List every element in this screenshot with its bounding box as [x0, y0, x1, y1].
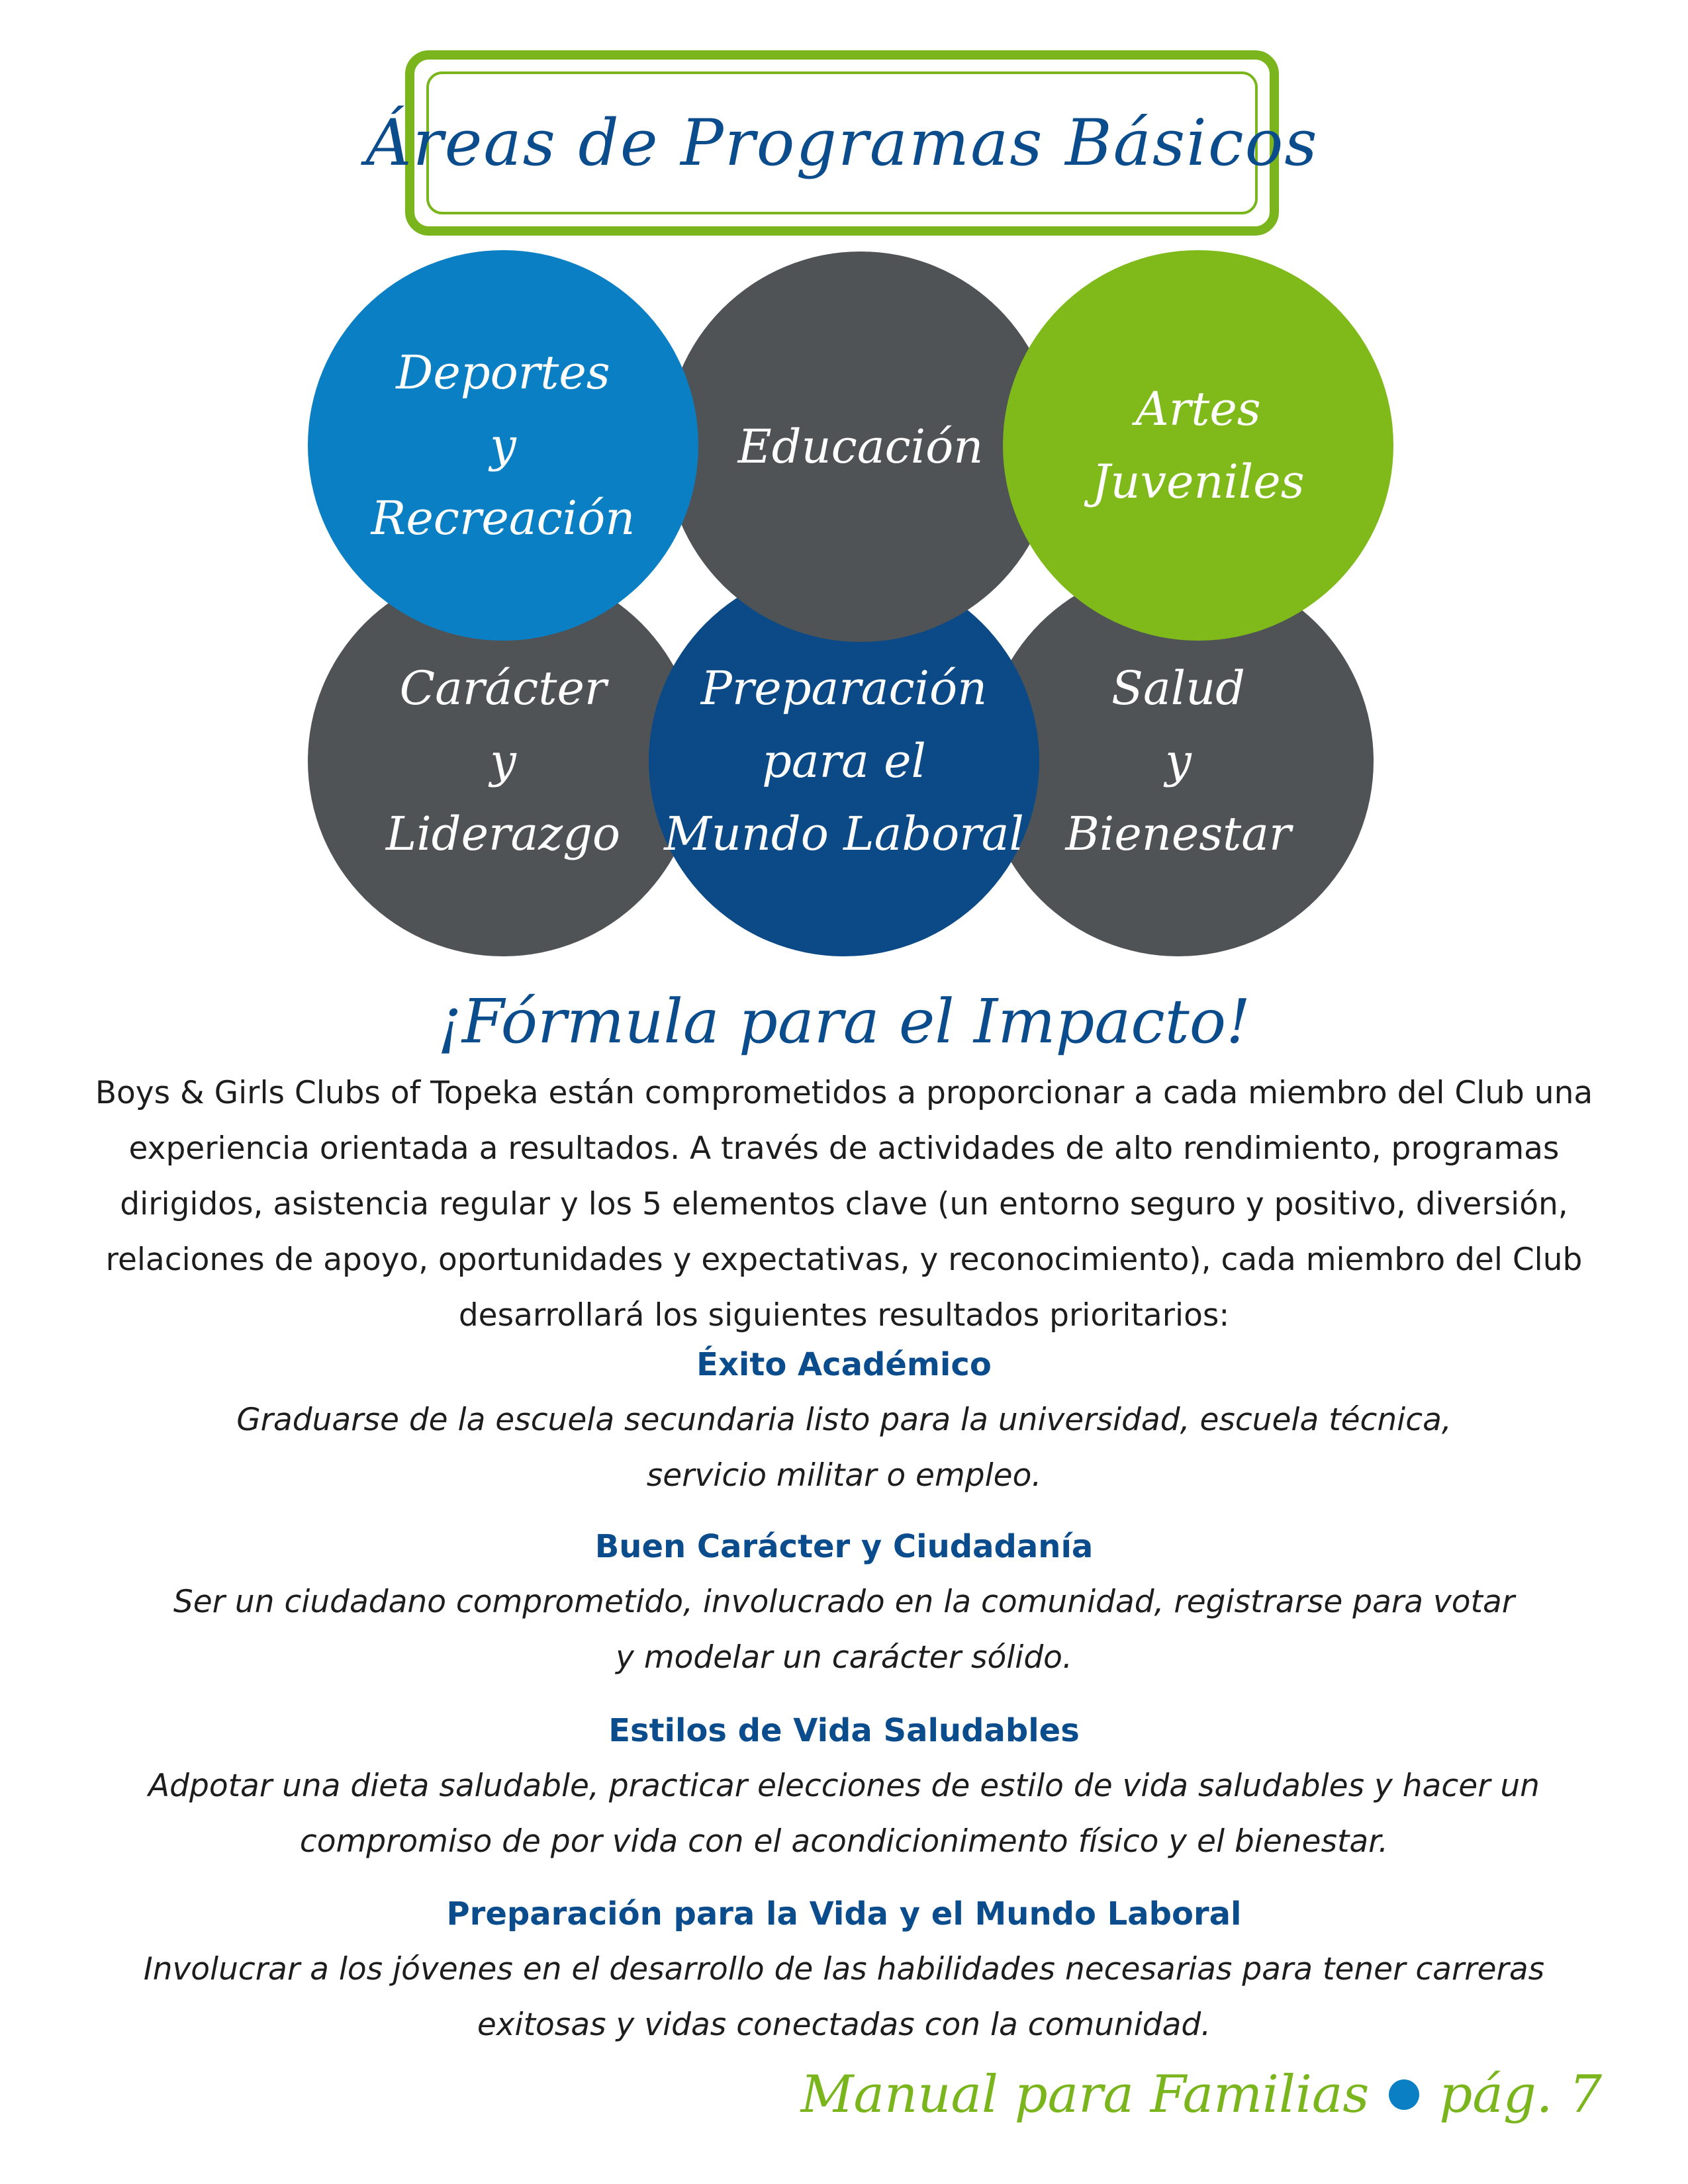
intro-paragraph: Boys & Girls Clubs of Topeka están comprometidos a proporcionar a cada miembro del Club una experiencia orientada a resultados. A través de actividades de alto rendimiento, programas dirigidos, asistencia regular y los 5 elementos clave (un entorno seguro y positivo, diversión, relaciones de apoyo, oportunidades y expectativas, y reconocimiento), cada miembro del Club desarrollará los siguientes resultados prioritarios: [95, 1075, 1593, 1334]
footer-manual-title: Manual para Familias [800, 2065, 1370, 2124]
outcome-heading: Éxito Académico [696, 1346, 992, 1383]
formula-heading: ¡Fórmula para el Impacto! [437, 986, 1251, 1057]
outcome-academic-success [66, 1337, 1622, 1504]
outcome-description: Involucrar a los jóvenes en el desarrollo de las habilidades necesarias para tener carreras exitosas y vidas conectadas con la comunidad. [143, 1951, 1545, 2043]
circle-label: Deportes y Recreación [371, 345, 635, 545]
circle-label: Preparación para el Mundo Laboral [664, 661, 1024, 861]
title-frame-inner [365, 71, 1319, 214]
outcome-heading: Preparación para la Vida y el Mundo Laboral [446, 1895, 1242, 1933]
outcome-description: Graduarse de la escuela secundaria listo para la universidad, escuela técnica, servicio militar o empleo. [236, 1402, 1452, 1494]
outcome-description: Adpotar una dieta saludable, practicar elecciones de estilo de vida saludables y hacer un compromiso de por vida con el acondicionimento físico y el bienestar. [148, 1768, 1540, 1860]
circle-education [665, 251, 1056, 642]
outcome-heading: Buen Carácter y Ciudadanía [594, 1528, 1094, 1565]
circle-sports-recreation [308, 250, 698, 641]
outcome-healthy-lifestyles [66, 1703, 1622, 1870]
circle-label: Salud y Bienestar [1065, 661, 1291, 861]
outcome-life-workforce-readiness [66, 1886, 1622, 2053]
circle-label: Artes Juveniles [1092, 382, 1305, 509]
title-frame [365, 50, 1319, 236]
footer-page-number: pág. 7 [1439, 2065, 1602, 2124]
outcome-heading: Estilos de Vida Saludables [608, 1712, 1080, 1749]
circle-label: Educación [737, 420, 984, 474]
bullet-dot-icon [1389, 2079, 1419, 2110]
outcome-character-citizenship [66, 1519, 1622, 1686]
circle-label: Carácter y Liderazgo [385, 661, 621, 861]
page-title: Áreas de Programas Básicos [365, 106, 1319, 180]
page-footer [801, 2065, 1602, 2124]
circle-youth-arts [1003, 250, 1393, 641]
outcome-description: Ser un ciudadano comprometido, involucrado en la comunidad, registrarse para votar y modelar un carácter sólido. [173, 1584, 1515, 1676]
